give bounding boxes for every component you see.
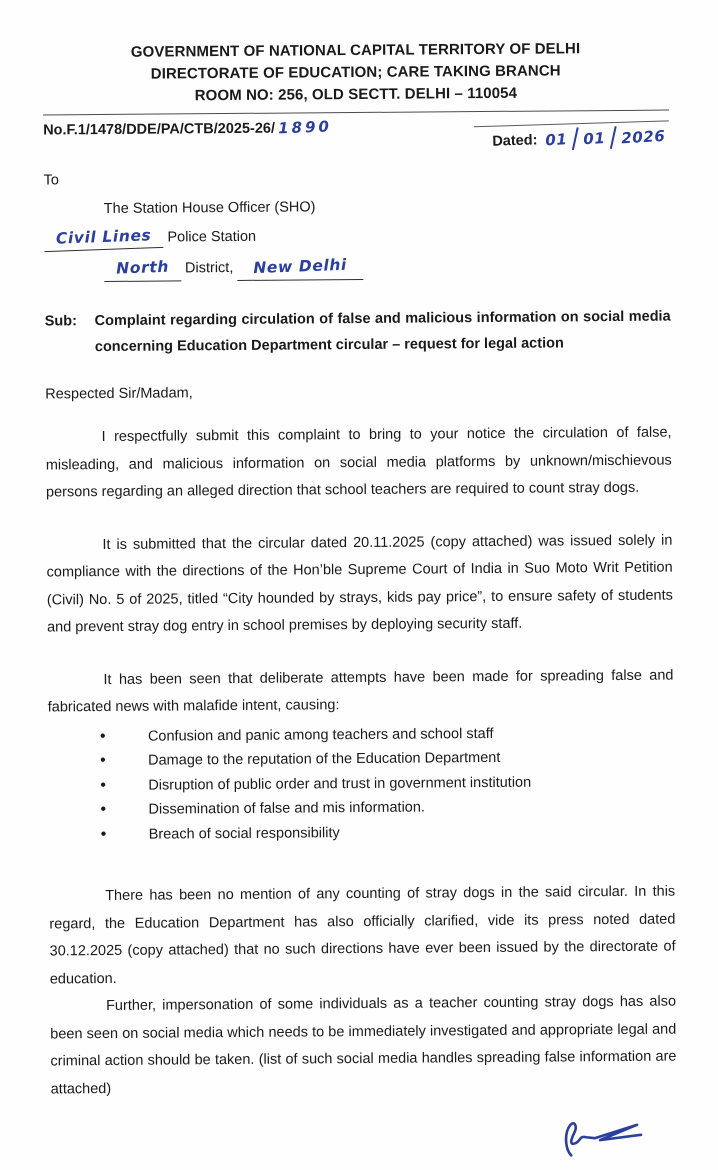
signature-scribble-icon	[555, 1113, 643, 1162]
bullet-item: • Disruption of public order and trust in government institution	[48, 769, 674, 798]
subject-text: Complaint regarding circulation of false and malicious information on social media concerning Education Department circular – request for legal action	[94, 308, 671, 356]
bullet-item: • Dissemination of false and mis information.	[48, 794, 674, 823]
bullet-item: • Breach of social responsibility	[49, 818, 675, 847]
letterhead	[42, 38, 668, 109]
police-station-label: Police Station	[167, 228, 257, 246]
date-day-handwritten: 01	[544, 129, 568, 149]
station-name-handwritten: Civil Lines	[44, 224, 164, 252]
district-handwritten: North	[115, 257, 170, 278]
district-line	[104, 253, 670, 282]
bullet-item: • Confusion and panic among teachers and school staff	[48, 720, 674, 749]
date-month-handwritten: 01	[582, 128, 606, 148]
letterhead-line-directorate: DIRECTORATE OF EDUCATION; CARE TAKING BRANCH	[150, 62, 561, 83]
body-paragraph-3: It has been seen that deliberate attempts have been made for spreading false and fabricated news with malafide intent, causing:	[47, 667, 674, 716]
to-label: To	[43, 172, 59, 189]
letterhead-line-address: ROOM NO: 256, OLD SECTT. DELHI – 110054	[194, 84, 518, 105]
reference-number	[43, 116, 332, 138]
grievance-bullet-list	[48, 720, 675, 847]
addressee-line: The Station House Officer (SHO)	[103, 199, 316, 217]
city-handwritten: New Delhi	[253, 255, 348, 278]
date-year-handwritten: 2026	[620, 126, 666, 147]
subject-block	[45, 304, 671, 361]
dated-group	[473, 120, 669, 153]
date-separator-stroke	[572, 127, 579, 150]
salutation: Respected Sir/Madam,	[45, 385, 193, 403]
date-separator-stroke	[610, 126, 617, 149]
dated-label: Dated:	[491, 131, 538, 150]
reference-row	[43, 114, 669, 155]
body-paragraph-1: I respectfully submit this complaint to bring to your notice the circulation of false, misleading, and malicious information on social media platforms by unknown/mischievous persons regarding an alleged direction that school teachers are required to count stray dogs.	[45, 424, 672, 501]
reference-number-handwritten: 1890	[277, 117, 333, 138]
letterhead-line-government: GOVERNMENT OF NATIONAL CAPITAL TERRITORY OF DELHI	[130, 40, 581, 61]
bullet-item: • Damage to the reputation of the Education Department	[48, 745, 674, 774]
body-paragraph-4: There has been no mention of any counting of stray dogs in the said circular. In this regard, the Education Department has also officially clarified, vide its press noted dated 30.12.2025 (copy attached) that no such directions have ever been issued by the directorate of education.	[49, 883, 676, 987]
body-paragraph-5: Further, impersonation of some individuals as a teacher counting stray dogs has also been seen on social media which needs to be immediately investigated and appropriate legal and criminal action should be taken. (list of such social media handles spreading false information are attached)	[50, 993, 677, 1097]
subject-label: Sub:	[44, 313, 77, 330]
signature-row	[51, 1113, 677, 1170]
police-station-line	[44, 222, 670, 251]
district-label: District,	[184, 259, 234, 277]
scanned-letter	[42, 38, 677, 1170]
reference-number-printed: No.F.1/1478/DDE/PA/CTB/2025-26/	[43, 120, 276, 139]
body-paragraph-2: It is submitted that the circular dated 20.11.2025 (copy attached) was issued solely in compliance with the directions of the Hon’ble Supreme Court of India in Suo Moto Writ Petition (Civil) No. 5 of 2025, titled “City hounded by strays, kids pay price”, to ensure safety of students and prevent stray dog entry in school premises by deploying security staff.	[46, 532, 673, 636]
